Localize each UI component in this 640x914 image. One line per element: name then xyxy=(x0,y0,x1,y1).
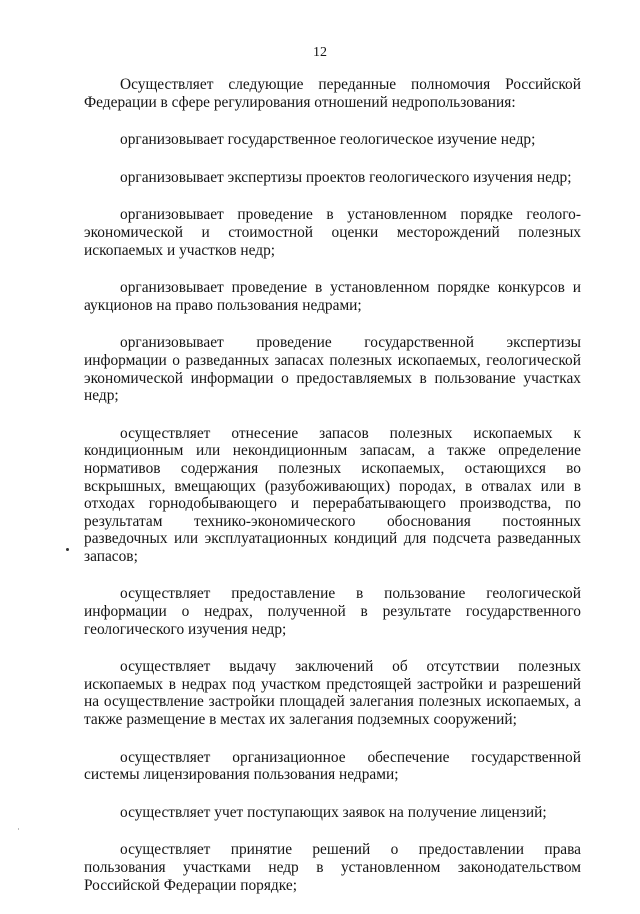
margin-tick xyxy=(18,828,19,830)
paragraph-item: организовывает экспертизы проектов геологического изучения недр; xyxy=(120,168,572,186)
paragraph-item: организовывает государственное геологическое изучение недр; xyxy=(120,131,536,149)
paragraph-item: осуществляет отнесение запасов полезных ископаемых к кондиционным или некондиционным запасам, а также определение нормативов содержания полезных ископаемых, остающихся во вскрышных, вмещающих (разубоживающих) породах, в отвалах или в отходах горнодобывающего и перерабатывающего производства, по результатам технико-экономического обоснования постоянных разведочных или эксплуатационных кондиций для подсчета разведанных запасов; xyxy=(84,424,581,565)
paragraph-intro: Осуществляет следующие переданные полномочия Российской Федерации в сфере регулирования отношений недропользования: xyxy=(84,76,581,111)
margin-dot xyxy=(66,548,69,551)
paragraph-item: осуществляет предоставление в пользование геологической информации о недрах, полученной в результате государственного геологического изучения недр; xyxy=(84,585,581,638)
paragraph-item: осуществляет организационное обеспечение государственной системы лицензирования пользования недрами; xyxy=(84,748,581,784)
paragraph-item: организовывает проведение государственной экспертизы информации о разведанных запасах полезных ископаемых, геологической экономической информации о предоставляемых в пользование участках недр; xyxy=(84,334,581,405)
document-body xyxy=(84,76,581,914)
page-number: 12 xyxy=(313,45,327,60)
paragraph-item: осуществляет учет поступающих заявок на получение лицензий; xyxy=(120,803,547,821)
paragraph-item: организовывает проведение в установленном порядке геолого-экономической и стоимостной оценки месторождений полезных ископаемых и участков недр; xyxy=(84,206,581,259)
paragraph-item: осуществляет принятие решений о предоставлении права пользования участками недр в установленном законодательством Российской Федерации порядке; xyxy=(84,841,581,894)
paragraph-item: организовывает проведение в установленном порядке конкурсов и аукционов на право пользования недрами; xyxy=(84,279,581,314)
paragraph-item: осуществляет выдачу заключений об отсутствии полезных ископаемых в недрах под участком предстоящей застройки и разрешений на осуществление застройки площадей залегания полезных ископаемых, а также размещение в местах их залегания подземных сооружений; xyxy=(84,658,581,729)
